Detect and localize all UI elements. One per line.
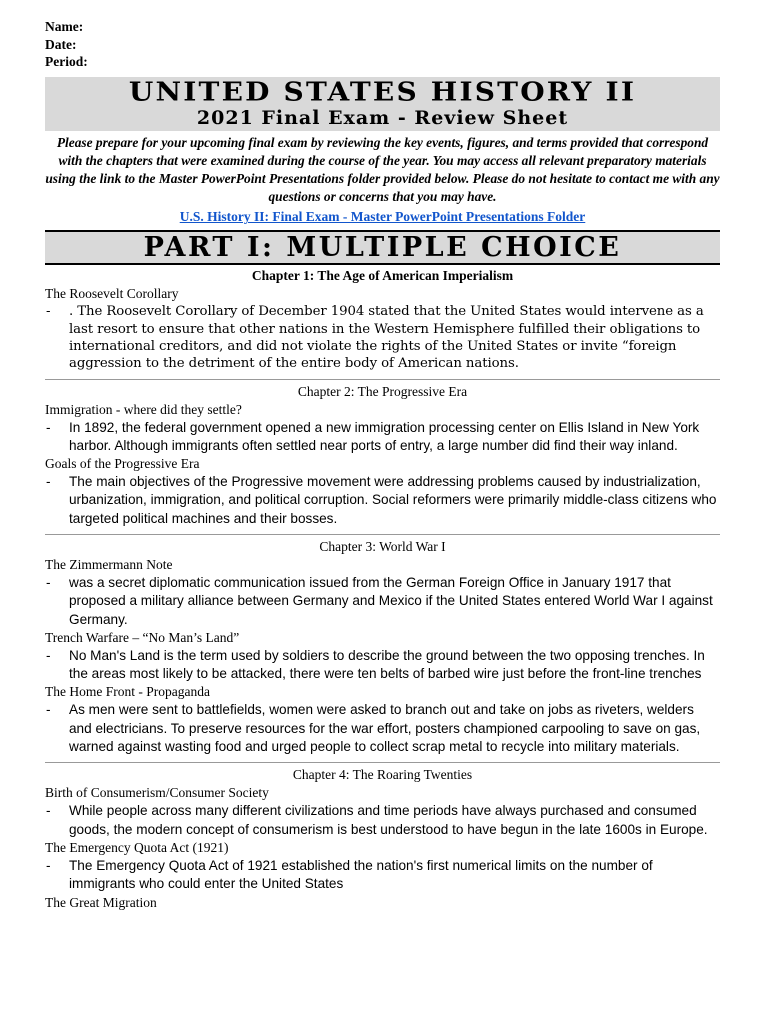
topic-heading: The Roosevelt Corollary — [45, 286, 179, 302]
bullet-dash: - — [46, 474, 51, 490]
bullet-text: The Emergency Quota Act of 1921 established the nation's first numerical limits on the number of immigrants who could enter the United States — [69, 857, 653, 892]
bullet-text: No Man's Land is the term used by soldiers to describe the ground between the two opposing trenches. In the areas most likely to be attacked, there were ten belts of barbed wire just before the front-line trenches — [69, 647, 705, 682]
course-title: UNITED STATES HISTORY II — [128, 75, 637, 107]
chapter-heading: Chapter 2: The Progressive Era — [297, 383, 468, 399]
bullet-dash: - — [46, 304, 51, 320]
chapter-heading: Chapter 4: The Roaring Twenties — [292, 767, 473, 783]
chapter-heading: Chapter 3: World War I — [319, 538, 446, 554]
period-label: Period: — [45, 54, 88, 69]
name-label: Name: — [45, 19, 84, 34]
bullet-text: As men were sent to battlefields, women were asked to branch out and take on jobs as riveters, welders and electricians. To preserve resources for the war effort, posters championed carpooling to save on gas, warned against wasting food and urged people to collect scrap metal to recycle into military materials. — [69, 702, 701, 755]
powerpoint-folder-link[interactable]: U.S. History II: Final Exam - Master PowerPoint Presentations Folder — [179, 209, 586, 225]
part-title: PART I: MULTIPLE CHOICE — [143, 232, 622, 264]
part-banner — [45, 230, 720, 265]
bullet-dash: - — [46, 803, 51, 819]
topic-bullet — [45, 802, 720, 839]
chapter-divider — [45, 762, 720, 763]
bullet-dash: - — [46, 702, 51, 718]
student-info — [45, 18, 720, 71]
review-sheet-page — [45, 18, 720, 912]
topic-heading: Goals of the Progressive Era — [45, 456, 200, 472]
topic-bullet — [45, 473, 720, 528]
topic-heading: Trench Warfare – “No Man’s Land” — [45, 629, 240, 645]
topic-bullet — [45, 574, 720, 629]
bullet-dash: - — [46, 574, 51, 590]
topic-heading: The Great Migration — [45, 894, 157, 910]
bullet-text: . The Roosevelt Corollary of December 1904 stated that the United States would intervene as a last resort to ensure that other nations in the Western Hemisphere fulfilled their obligations to international creditors, and did not violate the rights of the United States or invite “foreign aggression to the detriment of the entire body of American nations. — [69, 304, 704, 372]
topic-bullet — [45, 647, 720, 684]
topic-heading: The Zimmermann Note — [45, 556, 173, 572]
bullet-text: The main objectives of the Progressive movement were addressing problems caused by industrialization, urbanization, immigration, and political corruption. Social reformers were primarily middle-class citizens who targeted political machines and their bosses. — [69, 474, 717, 526]
topic-heading: The Home Front - Propaganda — [45, 684, 210, 700]
exam-subtitle: 2021 Final Exam - Review Sheet — [196, 106, 569, 129]
topic-bullet — [45, 857, 720, 894]
bullet-text: While people across many different civilizations and time periods have always purchased and consumed goods, the modern concept of consumerism is best understood to have begun in the late 1600s in Europe. — [69, 803, 708, 837]
topic-bullet — [45, 701, 720, 756]
bullet-dash: - — [46, 647, 51, 663]
topic-heading: Immigration - where did they settle? — [45, 401, 242, 417]
topic-bullet — [45, 303, 720, 372]
bullet-dash: - — [46, 419, 51, 435]
topic-heading: Birth of Consumerism/Consumer Society — [45, 785, 269, 801]
bullet-dash: - — [46, 857, 51, 873]
bullet-text: In 1892, the federal government opened a new immigration processing center on Ellis Island in New York harbor. Although immigrants often settled near ports of entry, a large number did find their way inland. — [69, 419, 700, 453]
chapter-heading: Chapter 1: The Age of American Imperialism — [251, 268, 514, 284]
intro-paragraph: Please prepare for your upcoming final exam by reviewing the key events, figures, and terms provided that correspond with the chapters that were examined during the course of the year. You may access all relevant preparatory materials using the link to the Master PowerPoint Presentations folder provided below. Please do not hesitate to contact me with any questions or concerns that you may have. — [45, 134, 720, 205]
chapter-divider — [45, 379, 720, 380]
topic-heading: The Emergency Quota Act (1921) — [45, 839, 229, 855]
date-label: Date: — [45, 36, 77, 52]
bullet-text: was a secret diplomatic communication issued from the German Foreign Office in January 1917 that proposed a military alliance between Germany and Mexico if the United States entered World War I against Germany. — [69, 574, 713, 627]
chapter-divider — [45, 534, 720, 535]
title-banner — [45, 77, 720, 131]
topic-bullet — [45, 419, 720, 456]
